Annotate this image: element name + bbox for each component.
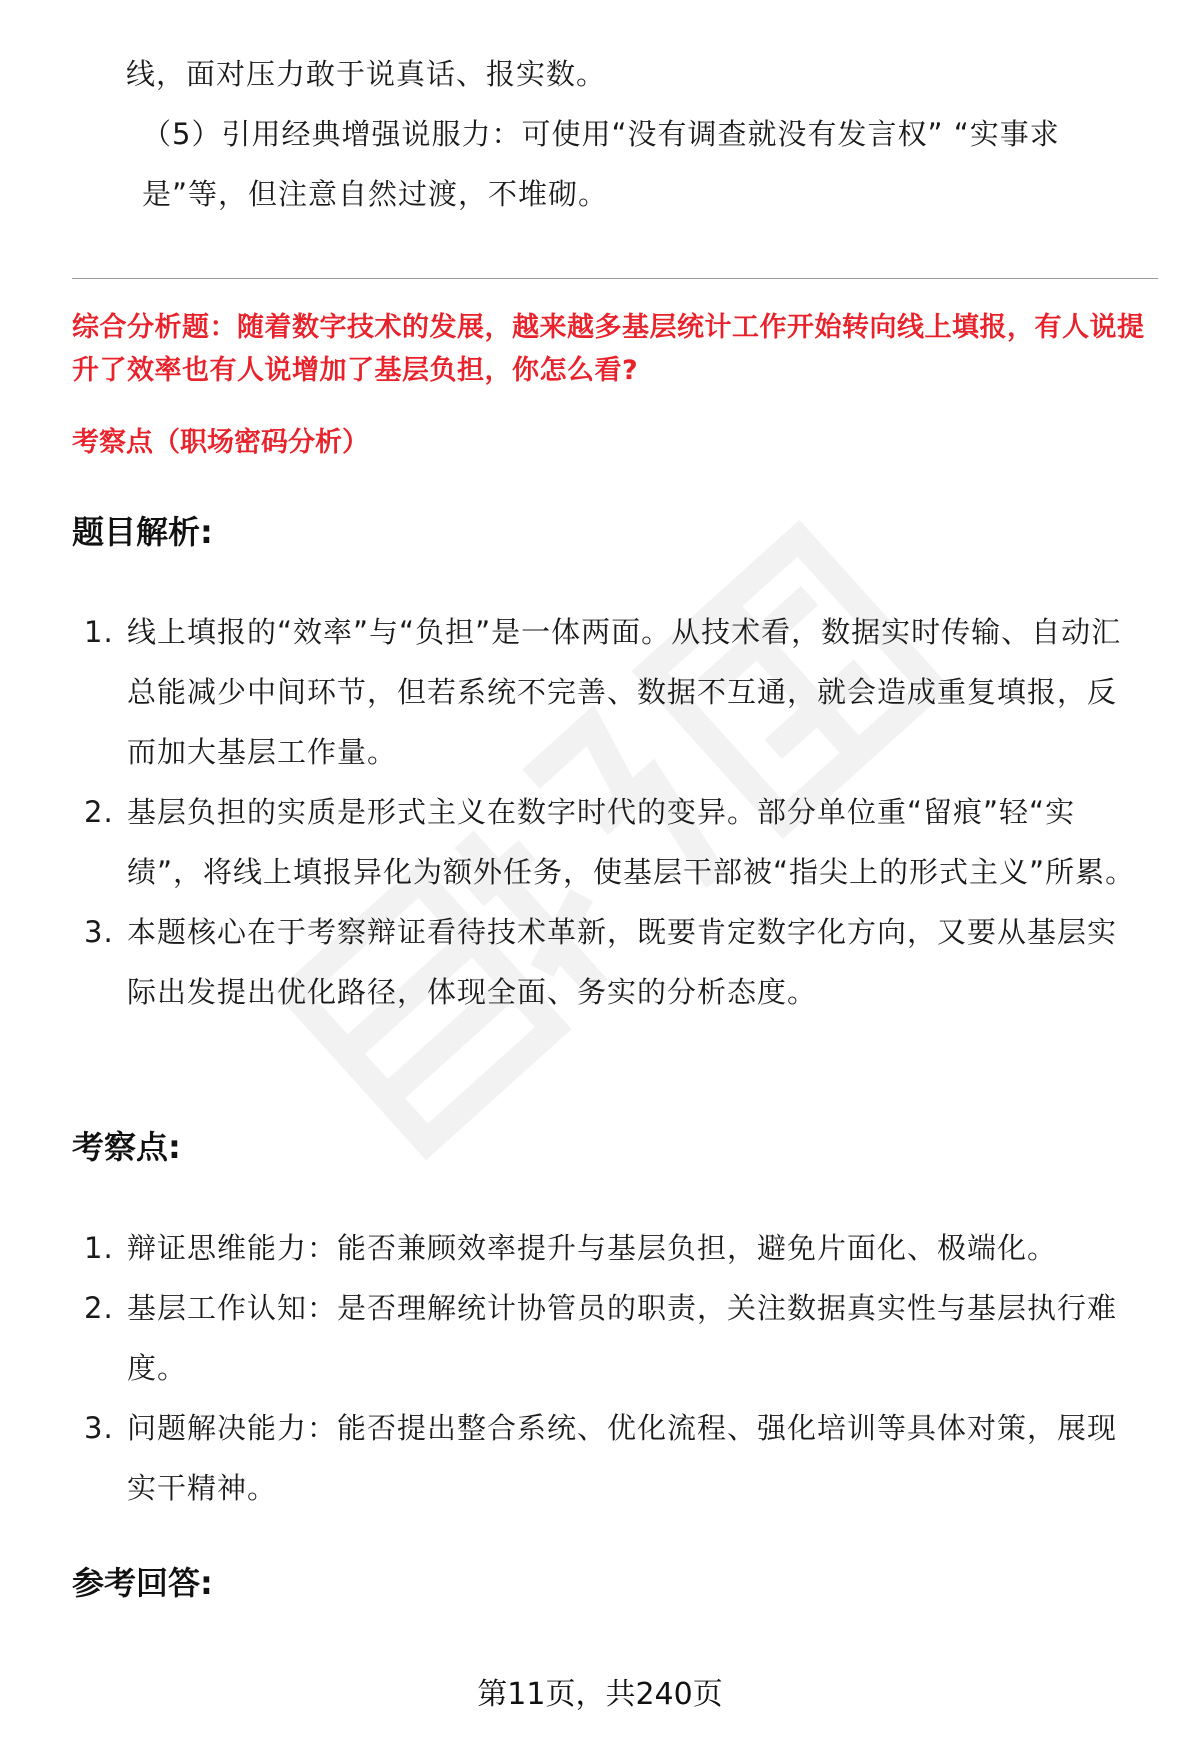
list-text: 基层负担的实质是形式主义在数字时代的变异。部分单位重“留痕”轻“实绩”，将线上填报异化为额外任务，使基层干部被“指尖上的形式主义”所累。 <box>127 795 1136 889</box>
list-number: 3. <box>84 915 114 949</box>
list-item <box>0 902 1200 1022</box>
reference-heading: 参考回答: <box>72 1564 213 1602</box>
list-item <box>0 1398 1200 1518</box>
examination-list <box>0 1218 1200 1518</box>
exam-point-tag: 考察点（职场密码分析） <box>72 427 369 458</box>
list-text: 基层工作认知：是否理解统计协管员的职责，关注数据真实性与基层执行难度。 <box>127 1291 1118 1385</box>
continuation-item-5: （5）引用经典增强说服力：可使用“没有调查就没有发言权” “实事求是”等，但注意自然过渡，不堆砌。 <box>142 117 1060 211</box>
list-item <box>0 1218 1200 1278</box>
list-text: 辩证思维能力：能否兼顾效率提升与基层负担，避免片面化、极端化。 <box>127 1231 1058 1265</box>
list-number: 1. <box>84 1231 114 1265</box>
page-number: 第11页，共240页 <box>477 1677 723 1712</box>
question-title: 综合分析题：随着数字技术的发展，越来越多基层统计工作开始转向线上填报，有人说提升了效率也有人说增加了基层负担，你怎么看? <box>72 312 1145 386</box>
list-number: 3. <box>84 1411 114 1445</box>
list-item <box>0 782 1200 902</box>
list-number: 1. <box>84 615 114 649</box>
analysis-list <box>0 602 1200 1022</box>
list-text: 线上填报的“效率”与“负担”是一体两面。从技术看，数据实时传输、自动汇总能减少中间环节，但若系统不完善、数据不互通，就会造成重复填报，反而加大基层工作量。 <box>127 615 1122 769</box>
list-text: 本题核心在于考察辩证看待技术革新，既要肯定数字化方向，又要从基层实际出发提出优化路径，体现全面、务实的分析态度。 <box>127 915 1118 1009</box>
section-divider <box>72 278 1158 279</box>
list-text: 问题解决能力：能否提出整合系统、优化流程、强化培训等具体对策，展现实干精神。 <box>127 1411 1118 1505</box>
list-number: 2. <box>84 795 114 829</box>
analysis-heading: 题目解析: <box>72 513 213 551</box>
list-number: 2. <box>84 1291 114 1325</box>
list-item <box>0 602 1200 782</box>
examination-heading: 考察点: <box>72 1128 181 1166</box>
list-item <box>0 1278 1200 1398</box>
continuation-line: 线，面对压力敢于说真话、报实数。 <box>126 57 607 91</box>
